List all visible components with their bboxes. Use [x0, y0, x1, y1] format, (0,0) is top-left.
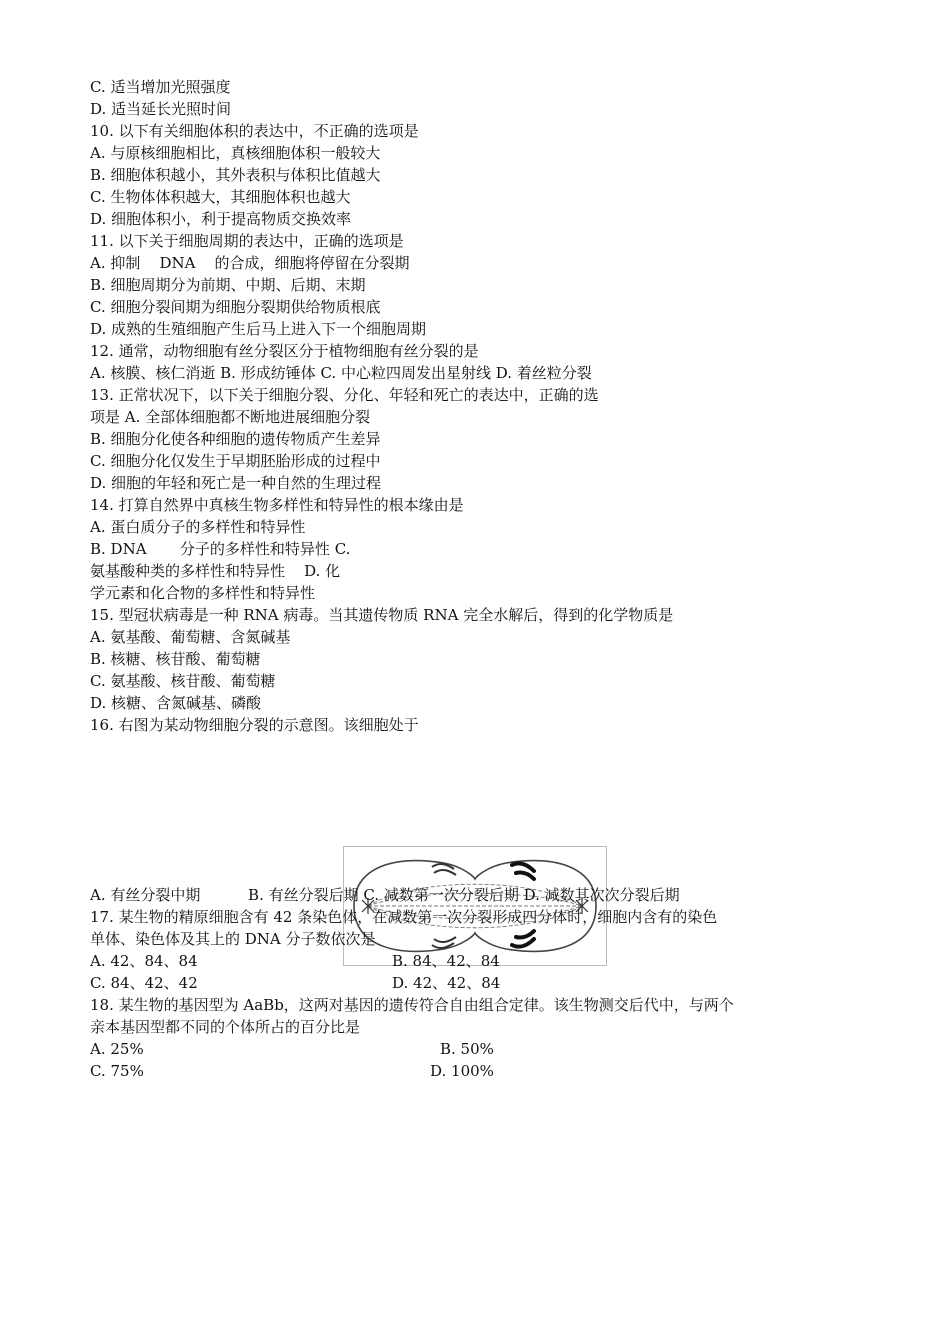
option-11b: B. 细胞周期分为前期、中期、后期、末期	[90, 276, 366, 294]
question-12: 12. 通常，动物细胞有丝分裂区分于植物细胞有丝分裂的是	[90, 342, 479, 360]
option-14a: A. 蛋白质分子的多样性和特异性	[90, 518, 306, 536]
option-10d: D. 细胞体积小，利于提高物质交换效率	[90, 210, 352, 228]
question-11: 11. 以下关于细胞周期的表达中，正确的选项是	[90, 232, 404, 250]
option-14b: B. DNA 分子的多样性和特异性 C.	[90, 540, 351, 558]
option-18d: D. 100%	[430, 1062, 494, 1080]
question-14: 14. 打算自然界中真核生物多样性和特异性的根本缘由是	[90, 496, 464, 514]
option-10a: A. 与原核细胞相比，真核细胞体积一般较大	[90, 144, 381, 162]
question-16: 16. 右图为某动物细胞分裂的示意图。该细胞处于	[90, 716, 419, 734]
option-15d: D. 核糖、含氮碱基、磷酸	[90, 694, 262, 712]
option-15c: C. 氨基酸、核苷酸、葡萄糖	[90, 672, 276, 690]
option-17b: B. 84、42、84	[392, 952, 500, 970]
option-13b: B. 细胞分化使各种细胞的遗传物质产生差异	[90, 430, 381, 448]
option-13c: C. 细胞分化仅发生于早期胚胎形成的过程中	[90, 452, 381, 470]
question-17-cont: 单体、染色体及其上的 DNA 分子数依次是	[90, 930, 376, 948]
option-11d: D. 成熟的生殖细胞产生后马上进入下一个细胞周期	[90, 320, 427, 338]
option-10b: B. 细胞体积越小，其外表积与体积比值越大	[90, 166, 381, 184]
option-17a: A. 42、84、84	[90, 952, 198, 970]
option-14c: 氨基酸种类的多样性和特异性 D. 化	[90, 562, 341, 580]
option-14d: 学元素和化合物的多样性和特异性	[90, 584, 316, 602]
options-16: A. 有丝分裂中期 B. 有丝分裂后期 C. 减数第一次分裂后期 D. 减数其次次分裂后期	[90, 886, 680, 904]
question-17: 17. 某生物的精原细胞含有 42 条染色体，在减数第一次分裂形成四分体时，细胞内含有的染色	[90, 908, 718, 926]
question-13: 13. 正常状况下，以下关于细胞分裂、分化、年轻和死亡的表达中，正确的选	[90, 386, 599, 404]
option-9d: D. 适当延长光照时间	[90, 100, 232, 118]
option-18b: B. 50%	[440, 1040, 494, 1058]
option-11c: C. 细胞分裂间期为细胞分裂期供给物质根底	[90, 298, 381, 316]
option-15a: A. 氨基酸、葡萄糖、含氮碱基	[90, 628, 291, 646]
option-17c: C. 84、42、42	[90, 974, 198, 992]
options-12: A. 核膜、核仁消逝 B. 形成纺锤体 C. 中心粒四周发出星射线 D. 着丝粒分裂	[90, 364, 592, 382]
option-15b: B. 核糖、核苷酸、葡萄糖	[90, 650, 261, 668]
option-9c: C. 适当增加光照强度	[90, 78, 231, 96]
option-10c: C. 生物体体积越大，其细胞体积也越大	[90, 188, 351, 206]
option-13d: D. 细胞的年轻和死亡是一种自然的生理过程	[90, 474, 382, 492]
option-18c: C. 75%	[90, 1062, 144, 1080]
question-10: 10. 以下有关细胞体积的表达中，不正确的选项是	[90, 122, 419, 140]
option-13a: 项是 A. 全部体细胞都不断地进展细胞分裂	[90, 408, 371, 426]
option-11a: A. 抑制 DNA 的合成，细胞将停留在分裂期	[90, 254, 410, 272]
question-18-cont: 亲本基因型都不同的个体所占的百分比是	[90, 1018, 361, 1036]
question-18: 18. 某生物的基因型为 AaBb，这两对基因的遗传符合自由组合定律。该生物测交后代中，与两个	[90, 996, 734, 1014]
option-17d: D. 42、42、84	[392, 974, 501, 992]
question-15: 15. 型冠状病毒是一种 RNA 病毒。当其遗传物质 RNA 完全水解后，得到的化学物质是	[90, 606, 674, 624]
option-18a: A. 25%	[90, 1040, 144, 1058]
